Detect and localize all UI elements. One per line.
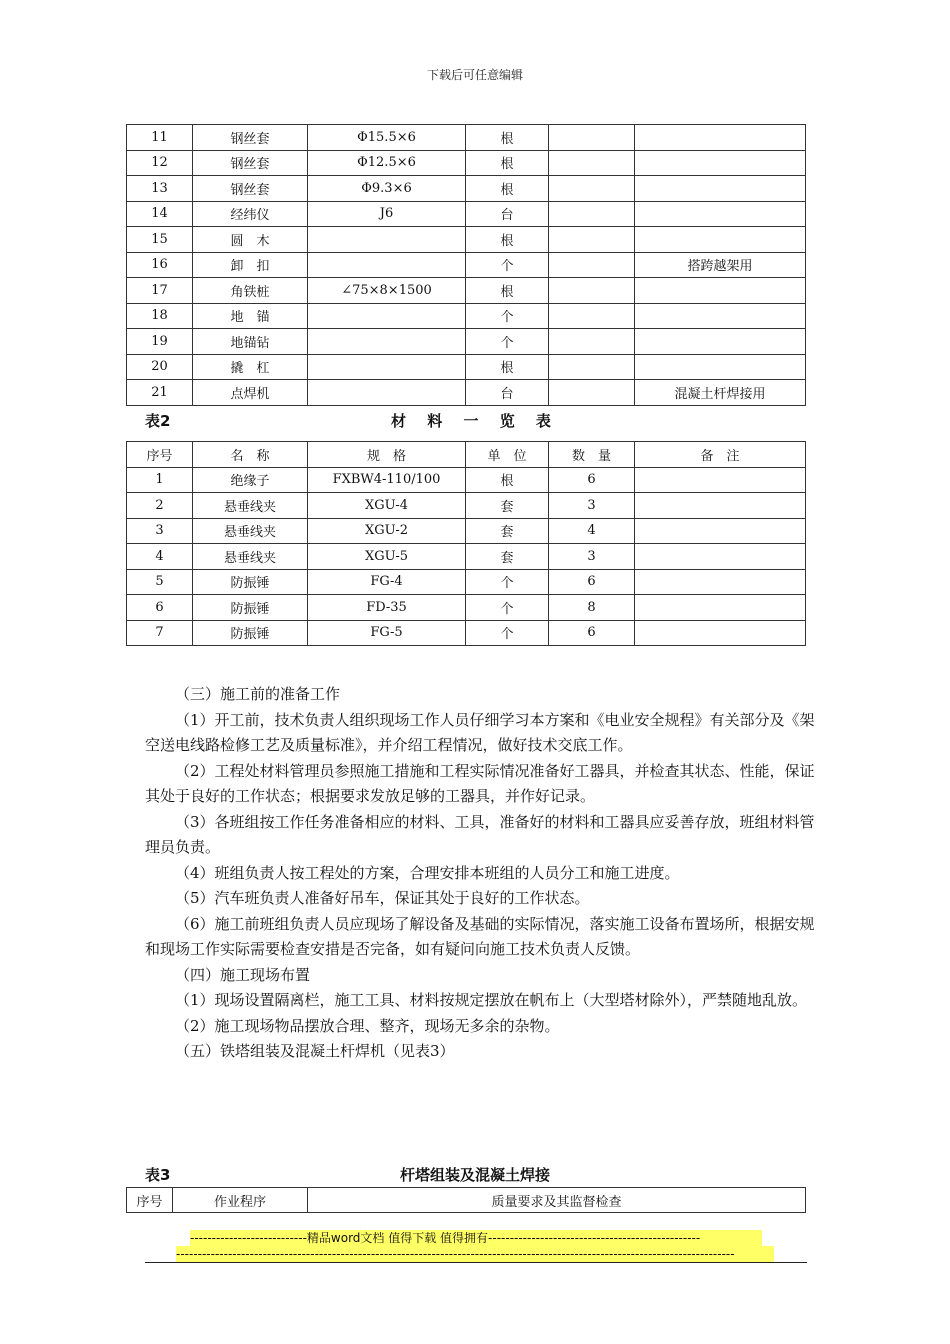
table2-title: 材 料 一 览 表 (391, 412, 559, 430)
table-cell: 1 (127, 467, 193, 493)
table-cell: 4 (127, 544, 193, 570)
footer-banner (176, 1230, 774, 1262)
tool-row (127, 278, 806, 304)
table-cell (549, 252, 635, 278)
table-cell (308, 354, 466, 380)
table-cell: 7 (127, 620, 193, 646)
header-row (127, 442, 806, 468)
table-cell (308, 303, 466, 329)
table-cell: Φ12.5×6 (308, 150, 466, 176)
paragraph: （3）各班组按工作任务准备相应的材料、工具，准备好的材料和工器具应妥善存放，班组材料管理员负责。 (145, 812, 815, 856)
table-cell (549, 329, 635, 355)
table-cell (635, 518, 806, 544)
header-row (127, 1188, 806, 1213)
header-cell: 名 称 (193, 442, 308, 468)
table-cell (635, 278, 806, 304)
table-cell: 套 (466, 544, 549, 570)
table-cell: XGU-4 (308, 493, 466, 519)
table-cell: 根 (466, 125, 549, 151)
table-cell: 个 (466, 569, 549, 595)
table-cell (635, 176, 806, 202)
tool-row (127, 201, 806, 227)
table-cell: 钢丝套 (193, 125, 308, 151)
table-cell (635, 201, 806, 227)
table-cell: 根 (466, 354, 549, 380)
table-cell (635, 329, 806, 355)
table-cell: 2 (127, 493, 193, 519)
table-cell: 15 (127, 227, 193, 253)
header-cell: 备 注 (635, 442, 806, 468)
table-cell: 个 (466, 620, 549, 646)
table-cell (308, 329, 466, 355)
table-cell: 卸 扣 (193, 252, 308, 278)
table-cell: 根 (466, 227, 549, 253)
table-cell (635, 303, 806, 329)
material-row (127, 595, 806, 621)
header-cell: 序号 (127, 1188, 173, 1213)
table-cell: 11 (127, 125, 193, 151)
table-cell: 8 (549, 595, 635, 621)
table2-label: 表2 (145, 412, 171, 430)
table-cell: 搭跨越架用 (635, 252, 806, 278)
material-row (127, 493, 806, 519)
table-cell: 14 (127, 201, 193, 227)
table-cell: 根 (466, 150, 549, 176)
table-cell: Φ9.3×6 (308, 176, 466, 202)
table-cell: FXBW4-110/100 (308, 467, 466, 493)
table-cell (549, 150, 635, 176)
table-cell: 根 (466, 176, 549, 202)
table-cell: 撬 杠 (193, 354, 308, 380)
header-cell: 作业程序 (173, 1188, 308, 1213)
preparation-section (145, 682, 820, 1065)
table-cell: 个 (466, 303, 549, 329)
table3-label: 表3 (145, 1166, 171, 1184)
table-cell: 6 (127, 595, 193, 621)
page-header-note: 下载后可任意编辑 (426, 68, 523, 82)
table3-title: 杆塔组装及混凝土焊接 (399, 1166, 550, 1184)
table-cell: 5 (127, 569, 193, 595)
table-cell: 个 (466, 252, 549, 278)
tool-row (127, 354, 806, 380)
table-cell: 根 (466, 278, 549, 304)
table-cell (635, 544, 806, 570)
table-cell: 角铁桩 (193, 278, 308, 304)
table-cell: 12 (127, 150, 193, 176)
paragraph: （6）施工前班组负责人员应现场了解设备及基础的实际情况，落实施工设备布置场所，根据安规和现场工作实际需要检查安措是否完备，如有疑问向施工技术负责人反馈。 (145, 914, 815, 958)
table-cell (549, 354, 635, 380)
table-cell: 钢丝套 (193, 176, 308, 202)
table-cell (308, 252, 466, 278)
table-cell: 套 (466, 518, 549, 544)
table-cell: 6 (549, 620, 635, 646)
table-cell: XGU-5 (308, 544, 466, 570)
tool-row (127, 380, 806, 406)
tool-row (127, 227, 806, 253)
table-cell: 6 (549, 467, 635, 493)
table-cell: ∠75×8×1500 (308, 278, 466, 304)
paragraph: （三）施工前的准备工作 (175, 685, 341, 703)
table-cell: 13 (127, 176, 193, 202)
table-cell (549, 380, 635, 406)
table-cell: 地 锚 (193, 303, 308, 329)
paragraph: （五）铁塔组装及混凝土杆焊机（见表3） (175, 1042, 455, 1060)
table-cell: FG-4 (308, 569, 466, 595)
table-cell: 21 (127, 380, 193, 406)
paragraph: （1）开工前，技术负责人组织现场工作人员仔细学习本方案和《电业安全规程》有关部分及《架空送电线路检修工艺及质量标准》，并介绍工程情况，做好技术交底工作。 (145, 710, 815, 754)
table-cell: 悬垂线夹 (193, 544, 308, 570)
table-cell: 个 (466, 595, 549, 621)
header-cell: 单 位 (466, 442, 549, 468)
material-row (127, 467, 806, 493)
tower-assembly-table (126, 1187, 806, 1213)
table-cell: 悬垂线夹 (193, 518, 308, 544)
table-cell (635, 227, 806, 253)
table-cell: 台 (466, 380, 549, 406)
table-cell (549, 176, 635, 202)
table-cell (549, 303, 635, 329)
footer-rule (145, 1262, 807, 1263)
paragraph: （四）施工现场布置 (175, 965, 311, 984)
paragraph: （1）现场设置隔离栏，施工工具、材料按规定摆放在帆布上（大型塔材除外），严禁随地乱放。 (175, 991, 808, 1009)
paragraph: （4）班组负责人按工程处的方案，合理安排本班组的人员分工和施工进度。 (175, 863, 680, 882)
table-cell: 绝缘子 (193, 467, 308, 493)
table-cell: 4 (549, 518, 635, 544)
table-cell (549, 201, 635, 227)
table-cell (549, 227, 635, 253)
paragraph: （2）工程处材料管理员参照施工措施和工程实际情况准备好工器具，并检查其状态、性能，保证其处于良好的工作状态；根据要求发放足够的工器具，并作好记录。 (145, 761, 815, 805)
table-cell (635, 569, 806, 595)
table-cell: J6 (308, 201, 466, 227)
table-cell (635, 150, 806, 176)
table-cell: 混凝土杆焊接用 (635, 380, 806, 406)
table-cell (635, 620, 806, 646)
footer-line-2: --------------------------------------------------------------------------------------------------------------------------------- (176, 1246, 774, 1262)
paragraph: （2）施工现场物品摆放合理、整齐，现场无多余的杂物。 (175, 1016, 560, 1035)
tools-table-continued (126, 124, 806, 406)
table-cell: 地锚钻 (193, 329, 308, 355)
table-cell (549, 125, 635, 151)
tool-row (127, 252, 806, 278)
material-row (127, 620, 806, 646)
table-cell: 16 (127, 252, 193, 278)
tool-row (127, 329, 806, 355)
table-cell: 钢丝套 (193, 150, 308, 176)
table-cell: 6 (549, 569, 635, 595)
table-cell: 防振锤 (193, 595, 308, 621)
table-cell: 19 (127, 329, 193, 355)
table-cell: 根 (466, 467, 549, 493)
tool-row (127, 125, 806, 151)
footer-line-1: ---------------------------精品word文档 值得下载 值得拥有------------------------------------------------- (190, 1230, 762, 1246)
table-cell: 点焊机 (193, 380, 308, 406)
table-cell: 17 (127, 278, 193, 304)
paragraph: （5）汽车班负责人准备好吊车，保证其处于良好的工作状态。 (175, 889, 590, 907)
material-row (127, 518, 806, 544)
table-cell: 个 (466, 329, 549, 355)
table-cell (635, 354, 806, 380)
table-cell (549, 278, 635, 304)
table-cell: 3 (549, 493, 635, 519)
table-cell (308, 380, 466, 406)
table-cell: 悬垂线夹 (193, 493, 308, 519)
table-cell (635, 493, 806, 519)
table-cell: XGU-2 (308, 518, 466, 544)
table-cell: 20 (127, 354, 193, 380)
materials-table (126, 441, 806, 646)
table-cell: FD-35 (308, 595, 466, 621)
table-cell (635, 595, 806, 621)
table-cell: 台 (466, 201, 549, 227)
table-cell: FG-5 (308, 620, 466, 646)
tool-row (127, 150, 806, 176)
tool-row (127, 176, 806, 202)
table-cell (308, 227, 466, 253)
material-row (127, 569, 806, 595)
header-cell: 序号 (127, 442, 193, 468)
table-cell: 18 (127, 303, 193, 329)
table-cell: 防振锤 (193, 620, 308, 646)
table-cell (635, 467, 806, 493)
table-cell: 3 (127, 518, 193, 544)
material-row (127, 544, 806, 570)
table-cell (635, 125, 806, 151)
table-cell: 3 (549, 544, 635, 570)
table-cell: 经纬仪 (193, 201, 308, 227)
tool-row (127, 303, 806, 329)
table-cell: 防振锤 (193, 569, 308, 595)
table-cell: Φ15.5×6 (308, 125, 466, 151)
header-cell: 数 量 (549, 442, 635, 468)
header-cell: 规 格 (308, 442, 466, 468)
table-cell: 套 (466, 493, 549, 519)
table-cell: 圆 木 (193, 227, 308, 253)
header-cell: 质量要求及其监督检查 (308, 1188, 806, 1213)
